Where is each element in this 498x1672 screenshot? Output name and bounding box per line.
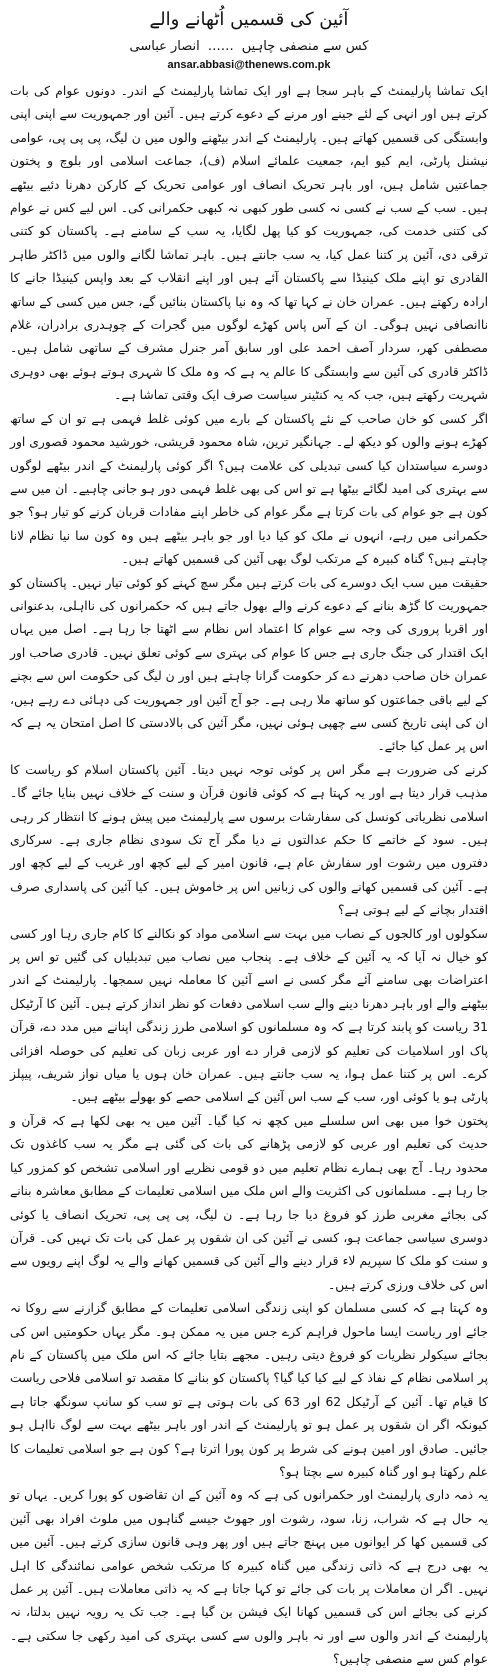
byline-separator: …… xyxy=(207,39,234,54)
article-body xyxy=(10,80,488,1672)
paragraph: ایک تماشا پارلیمنٹ کے باہر سجا ہے اور ایک تماشا پارلیمنٹ کے اندر۔ دونوں عوام کی بات کرتے ہیں اور انہی کے لئے جینے اور مرنے کے دعوے کرتے ہیں۔ آئین اور جمہوریت سے اپنی اپنی وابستگی کی قسمیں کھاتے ہیں۔ پارلیمنٹ کے اندر بیٹھنے والوں میں ن لیگ، پی پی پی، عوامی نیشنل پارٹی، ایم کیو ایم، جمعیت علمائے اسلام (ف)، جماعت اسلامی اور بلوچ و پختون جماعتیں شامل ہیں، اور باہر تحریک انصاف اور عوامی تحریک کے کارکن دھرنا دئیے بیٹھے ہیں۔ سب کے سب نے کسی نہ کسی طور کبھی نہ کبھی حکمرانی کی۔ اس لیے کس نے عوام کی کتنی خدمت کی، جمہوریت کو کیا پھل لگایا، یہ سب کے سامنے ہے۔ پاکستان کو کتنی ترقی دی، آئین پر کتنا عمل کیا، یہ سب جانتے ہیں۔ باہر تماشا لگانے والوں میں ڈاکٹر طاہر القادری تو اپنے ملک کینیڈا سے پاکستان آئے ہیں اور اپنے انقلاب کے بعد واپس کینیڈا جانے کا ارادہ رکھتے ہیں۔ عمران خان نے کہا تھا کہ وہ نیا پاکستان بنائیں گے، جس میں کسی کے ساتھ ناانصافی نہیں ہوگی۔ ان کے آس پاس کھڑے لوگوں میں گجرات کے چوہدری برادران، غلام مصطفی کھر، سردار آصف احمد علی اور سابق آمر جنرل مشرف کے ساتھی شامل ہیں۔ ڈاکٹر قادری کی آئین سے وابستگی کا عالم یہ ہے کہ وہ ملک کا شہری ہوتے ہوئے بھی دوہری شہریت رکھتے ہیں، جب کہ یہ کنٹینر سیاست صرف ایک وقتی تماشا ہے۔ xyxy=(10,84,488,403)
paragraph: حقیقت میں سب ایک دوسرے کی بات کرتے ہیں مگر سچ کہنے کو کوئی تیار نہیں۔ پاکستان کو جمہوریت کا گڑھ بنانے کے دعوے کرنے والے بھول جاتے ہیں کہ حکمرانوں کی نااہلی، بدعنوانی اور اقربا پروری کی وجہ سے عوام کا اعتماد اس نظام سے اٹھتا جا رہا ہے۔ اصل میں یہاں ایک اقتدار کی جنگ جاری ہے جس کا عوام کی بہتری سے کوئی تعلق نہیں۔ قادری صاحب اور عمران خان صاحب دھرنے دے کر حکومت گرانا چاہتے ہیں اور ن لیگ کی حکومت اس سے بچنے کے لیے باقی جماعتوں کو ساتھ ملا رہی ہے۔ جو آج آئین اور جمہوریت کی دہائی دے رہے ہیں، ان کی اپنی تاریخ کسی سے چھپی ہوئی نہیں، مگر آئین کی بالادستی کا اصل امتحان یہ ہے کہ اس پر عمل کیا جائے۔ xyxy=(10,575,488,754)
paragraph: کرنے کی ضرورت ہے مگر اس پر کوئی توجہ نہیں دیتا۔ آئین پاکستان اسلام کو ریاست کا مذہب قرار دیتا ہے اور یہ کہتا ہے کہ کوئی قانون قرآن و سنت کے خلاف نہیں بنایا جائے گا۔ اسلامی نظریاتی کونسل کی سفارشات برسوں سے پارلیمنٹ میں پیش ہونے کا انتظار کر رہی ہیں۔ سود کے خاتمے کا حکم عدالتوں نے دیا مگر آج تک سودی نظام جاری ہے۔ سرکاری دفتروں میں رشوت اور سفارش عام ہے، قانون امیر کے لیے کچھ اور غریب کے لیے کچھ اور ہے۔ آئین کی قسمیں کھانے والوں کی زبانیں اس پر خاموش ہیں۔ کیا آئین کی پاسداری صرف اقتدار بچانے کے لیے ہوتی ہے؟ xyxy=(10,762,488,918)
article-subtitle: کس سے منصفی چاہیں xyxy=(241,39,369,54)
author-email[interactable]: ansar.abbasi@thenews.com.pk xyxy=(167,59,331,71)
article-title: آئین کی قسمیں اُٹھانے والے xyxy=(149,9,349,30)
paragraph: اگر کسی کو خان صاحب کے نئے پاکستان کے بارے میں کوئی غلط فہمی ہے تو ان کے ساتھ کھڑے ہونے والوں کو دیکھ لے۔ جہانگیر ترین، شاہ محمود قریشی، خورشید محمود قصوری اور دوسرے سیاستدان کیا کسی تبدیلی کی علامت ہیں؟ اگر کوئی پارلیمنٹ کے اندر بیٹھے لوگوں سے بہتری کی امید لگائے بیٹھا ہے تو اس کی بھی غلط فہمی دور ہو جانی چاہیے۔ ان میں سے کون ہے جو عوام کی بات کرتا ہے مگر عوام کی خاطر اپنے مفادات قربان کرنے کو تیار ہو؟ جو حکمرانی میں رہے، انہوں نے ملک کو کیا دیا اور جو باہر بیٹھے ہیں وہ کون سا نیا نظام لانا چاہتے ہیں؟ گناہ کبیرہ کے مرتکب لوگ بھی آئین کی قسمیں کھاتے ہیں۔ xyxy=(10,411,488,567)
paragraph: وہ کہتا ہے کہ کسی مسلمان کو اپنی زندگی اسلامی تعلیمات کے مطابق گزارنے سے روکا نہ جائے اور ریاست ایسا ماحول فراہم کرے جس میں یہ ممکن ہو۔ مگر یہاں حکومتیں اس کی بجائے سیکولر نظریات کو فروغ دیتی رہیں۔ مجھے بتایا جائے کہ اس ملک میں پاکستان کے نام پر اسلامی نظام کے نفاذ کے لیے کیا کیا گیا؟ پاکستان کو بنانے کا مقصد تو اسلامی فلاحی ریاست کا قیام تھا۔ آئین کے آرٹیکل 62 اور 63 کی بات ہوتی ہے تو سب کو سانپ سونگھ جاتا ہے کیونکہ اگر ان شقوں پر عمل ہو تو پارلیمنٹ کے اندر اور باہر بیٹھے بہت سے لوگ نااہل ہو جائیں۔ صادق اور امین ہونے کی شرط پر کون پورا اترتا ہے؟ کون ہے جو اسلامی تعلیمات کا علم رکھتا ہو اور گناہ کبیرہ سے بچتا ہو؟ xyxy=(10,1301,488,1479)
paragraph: یہ ذمہ داری پارلیمنٹ اور حکمرانوں کی ہے کہ وہ آئین کے ان تقاضوں کو پورا کریں۔ یہاں تو یہ حال ہے کہ شراب، زنا، سود، رشوت اور جھوٹ جیسے گناہوں میں ملوث افراد بھی آئین کی قسمیں کھا کر ایوانوں میں پہنچ جاتے ہیں اور پھر وہی قانون سازی کرتے ہیں۔ آئین میں یہ بھی درج ہے کہ ذاتی زندگی میں گناہ کبیرہ کا مرتکب شخص عوامی نمائندگی کا اہل نہیں۔ اگر ان معاملات پر بات کی جائے تو کہا جاتا ہے کہ یہ ذاتی معاملات ہیں۔ آئین پر عمل کرنے کی بجائے اس کی قسمیں کھانا ایک فیشن بن گیا ہے۔ جب تک یہ رویہ نہیں بدلتا، نہ پارلیمنٹ کے اندر والوں سے اور نہ باہر والوں سے کسی بہتری کی امید رکھی جا سکتی ہے۔ عوام کس سے منصفی چاہیں؟ xyxy=(10,1488,488,1667)
author-name: انصار عباسی xyxy=(129,39,200,54)
paragraph: پختون خوا میں بھی اس سلسلے میں کچھ نہ کیا گیا۔ آئین میں یہ بھی لکھا ہے کہ قرآن و حدیث کی تعلیم اور عربی کو لازمی پڑھانے کی بات کی گئی ہے مگر یہ سب کاغذوں تک محدود رہا۔ آج بھی ہمارے نظام تعلیم میں دو قومی نظریے اور اسلامی تشخص کو کمزور کیا جا رہا ہے۔ مسلمانوں کی اکثریت والے اس ملک میں اسلامی تعلیمات کے مطابق معاشرہ بنانے کی بجائے مغربی طرز کو فروغ دیا جا رہا ہے۔ ن لیگ، پی پی پی، تحریک انصاف یا کوئی دوسری سیاسی جماعت ہو، کسی نے آئین کی ان شقوں پر عمل کی بات تک نہیں کی۔ قرآن و سنت کو ملک کا سپریم لاء قرار دینے والے آئین کی قسمیں کھانے والے یہ لوگ اپنے رویوں سے اس کی خلاف ورزی کرتے ہیں۔ xyxy=(10,1113,488,1292)
paragraph: سکولوں اور کالجوں کے نصاب میں بہت سے اسلامی مواد کو نکالنے کا کام جاری رہا اور کسی کو خیال نہ آیا کہ یہ آئین کے خلاف ہے۔ پنجاب میں نصاب میں تبدیلیاں کی گئیں تو اس پر اعتراضات بھی سامنے آئے مگر کسی نے اسے آئین کا معاملہ نہیں سمجھا۔ پارلیمنٹ کے اندر بیٹھنے والے اور باہر دھرنا دینے والے سب اسلامی دفعات کو نظر انداز کرتے ہیں۔ آئین کا آرٹیکل 31 ریاست کو پابند کرتا ہے کہ وہ مسلمانوں کو اسلامی طرز زندگی اپنانے میں مدد دے، قرآن پاک اور اسلامیات کی تعلیم کو لازمی قرار دے اور عربی زبان کی تعلیم کی حوصلہ افزائی کرے۔ اس پر کتنا عمل ہوا، یہ سب جانتے ہیں۔ عمران خان ہوں یا میاں نواز شریف، پیپلز پارٹی ہو یا کوئی اور، سب کے سب اس آئین کے اسلامی حصے کو بھولے بیٹھے ہیں۔ xyxy=(10,926,488,1105)
article-header xyxy=(10,8,488,72)
byline xyxy=(10,38,488,56)
